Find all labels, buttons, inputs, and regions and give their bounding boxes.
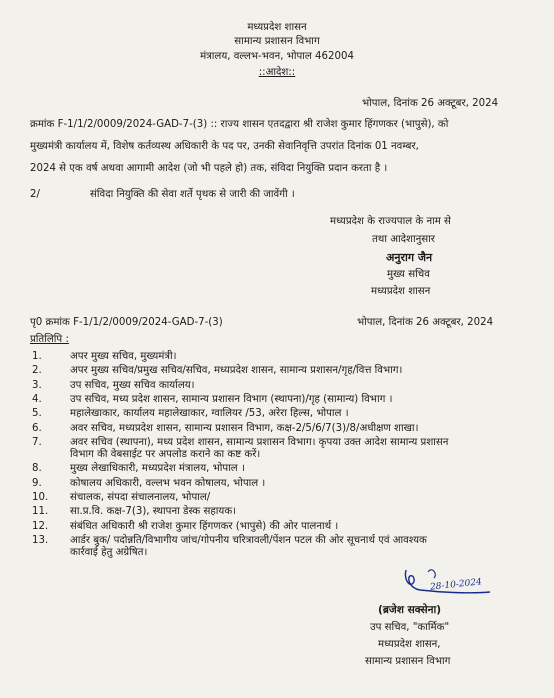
deputy-secretary-designation: उप सचिव, "कार्मिक" — [370, 622, 450, 633]
list-item-number: 2. — [32, 365, 42, 377]
deputy-secretary-org: मध्यप्रदेश शासन, — [378, 639, 441, 650]
list-item-number: 7. — [32, 436, 42, 448]
list-item-number: 3. — [32, 379, 42, 391]
list-item — [32, 379, 532, 391]
list-item-number: 4. — [32, 393, 42, 405]
list-item — [32, 491, 532, 503]
list-item-number: 6. — [32, 422, 42, 434]
order-paragraph-line: मुख्यमंत्री कार्यालय में, विशेष कर्तव्यस्थ अधिकारी के पद पर, उनकी सेवानिवृत्ति उपरांत दिनांक 01 नवम्बर, — [30, 141, 419, 152]
list-item-text: सा.प्र.वि. कक्ष-7(3), स्थापना डेस्क सहायक। — [70, 506, 236, 518]
list-item-number: 8. — [32, 463, 42, 475]
list-item — [32, 534, 532, 558]
list-item-text: उप सचिव, मध्य प्रदेश शासन, सामान्य प्रशासन विभाग (स्थापना)/गृह (सामान्य) विभाग । — [70, 393, 393, 405]
paragraph-2-number: 2/ — [30, 189, 40, 200]
list-item-text: अवर सचिव (स्थापना), मध्य प्रदेश शासन, सामान्य प्रशासन विभाग। कृपया उक्त आदेश सामान्य प्रशासन — [70, 436, 449, 448]
handwritten-date: 28-10-2024 — [429, 577, 483, 593]
authority-line: मध्यप्रदेश के राज्यपाल के नाम से — [330, 216, 451, 227]
endorsement-place-date: भोपाल, दिनांक 26 अक्टूबर, 2024 — [357, 317, 494, 328]
list-item-text: अपर मुख्य सचिव/प्रमुख सचिव/सचिव, मध्यप्रदेश शासन, सामान्य प्रशासन/गृह/वित्त विभाग। — [70, 365, 403, 377]
list-item-text: संबंधित अधिकारी श्री राजेश कुमार हिंगणकर (भापुसे) की ओर पालनार्थ । — [70, 520, 339, 532]
list-item — [32, 477, 532, 489]
list-item-number: 11. — [32, 506, 49, 518]
header-department: सामान्य प्रशासन विभाग — [234, 36, 320, 47]
list-item — [32, 505, 532, 517]
list-item-text: कार्रवाई हेतु अग्रेषित। — [70, 546, 148, 558]
list-item — [32, 393, 532, 405]
list-item — [32, 350, 532, 362]
header-government: मध्यप्रदेश शासन — [247, 22, 307, 33]
list-item-number: 13. — [32, 534, 49, 546]
authority-line: तथा आदेशानुसार — [372, 234, 435, 245]
list-item — [32, 436, 532, 460]
list-item — [32, 407, 532, 419]
list-item-text: संचालक, संपदा संचालनालय, भोपाल/ — [70, 491, 211, 503]
list-item-number: 9. — [32, 477, 42, 489]
header-address: मंत्रालय, वल्लभ-भवन, भोपाल 462004 — [200, 51, 354, 62]
list-item-text: अवर सचिव, मध्यप्रदेश शासन, सामान्य प्रशासन विभाग, कक्ष-2/5/6/7(3)/8/अधीक्षण शाखा। — [70, 422, 419, 434]
list-item-text: मुख्य लेखाधिकारी, मध्यप्रदेश मंत्रालय, भोपाल । — [70, 463, 245, 475]
deputy-secretary-dept: सामान्य प्रशासन विभाग — [365, 656, 451, 667]
signatory-name: अनुराग जैन — [386, 251, 433, 264]
paragraph-2-text: संविदा नियुक्ति की सेवा शर्ते पृथक से जारी की जावेंगी । — [90, 189, 295, 200]
list-item-text: अपर मुख्य सचिव, मुख्यमंत्री। — [70, 351, 177, 362]
list-item — [32, 462, 532, 474]
list-item — [32, 422, 532, 434]
signatory-org: मध्यप्रदेश शासन — [371, 286, 431, 297]
list-item-number: 10. — [32, 491, 49, 503]
deputy-secretary-name: (ब्रजेश सक्सेना) — [378, 604, 442, 616]
list-item-text: कोषालय अधिकारी, वल्लभ भवन कोषालय, भोपाल । — [70, 477, 266, 489]
order-place-date: भोपाल, दिनांक 26 अक्टूबर, 2024 — [362, 98, 499, 109]
list-item-number: 12. — [32, 520, 49, 532]
list-item-text: उप सचिव, मुख्य सचिव कार्यालय। — [70, 379, 195, 391]
list-item-text: महालेखाकार, कार्यालय महालेखाकार, ग्वालियर /53, अरेरा हिल्स, भोपाल । — [70, 408, 349, 420]
list-item-number: 1. — [32, 351, 42, 362]
order-title: ::आदेश:: — [258, 67, 296, 78]
order-paragraph-line: क्रमांक F-1/1/2/0009/2024-GAD-7-(3) :: राज्य शासन एतदद्वारा श्री राजेश कुमार हिंगणकर (भापुसे), को — [30, 119, 449, 130]
list-item-number: 5. — [32, 408, 42, 420]
list-item-text: आर्डर बुक/ पदोन्नति/विभागीय जांच/गोपनीय चरित्रावली/पेंशन पटल की ओर सूचनार्थ एवं आवश्यक — [70, 534, 427, 546]
endorsement-ref: पृ0 क्रमांक F-1/1/2/0009/2024-GAD-7-(3) — [30, 317, 223, 328]
list-item — [32, 364, 532, 376]
signatory-designation: मुख्य सचिव — [387, 269, 430, 280]
list-item-text: विभाग की वेबसाईट पर अपलोड कराने का कष्ट करें। — [70, 448, 261, 460]
order-paragraph-line: 2024 से एक वर्ष अथवा आगामी आदेश (जो भी पहले हो) तक, संविदा नियुक्ति प्रदान करता है । — [30, 163, 388, 174]
copy-label: प्रतिलिपि : — [30, 334, 69, 345]
list-item — [32, 520, 532, 532]
